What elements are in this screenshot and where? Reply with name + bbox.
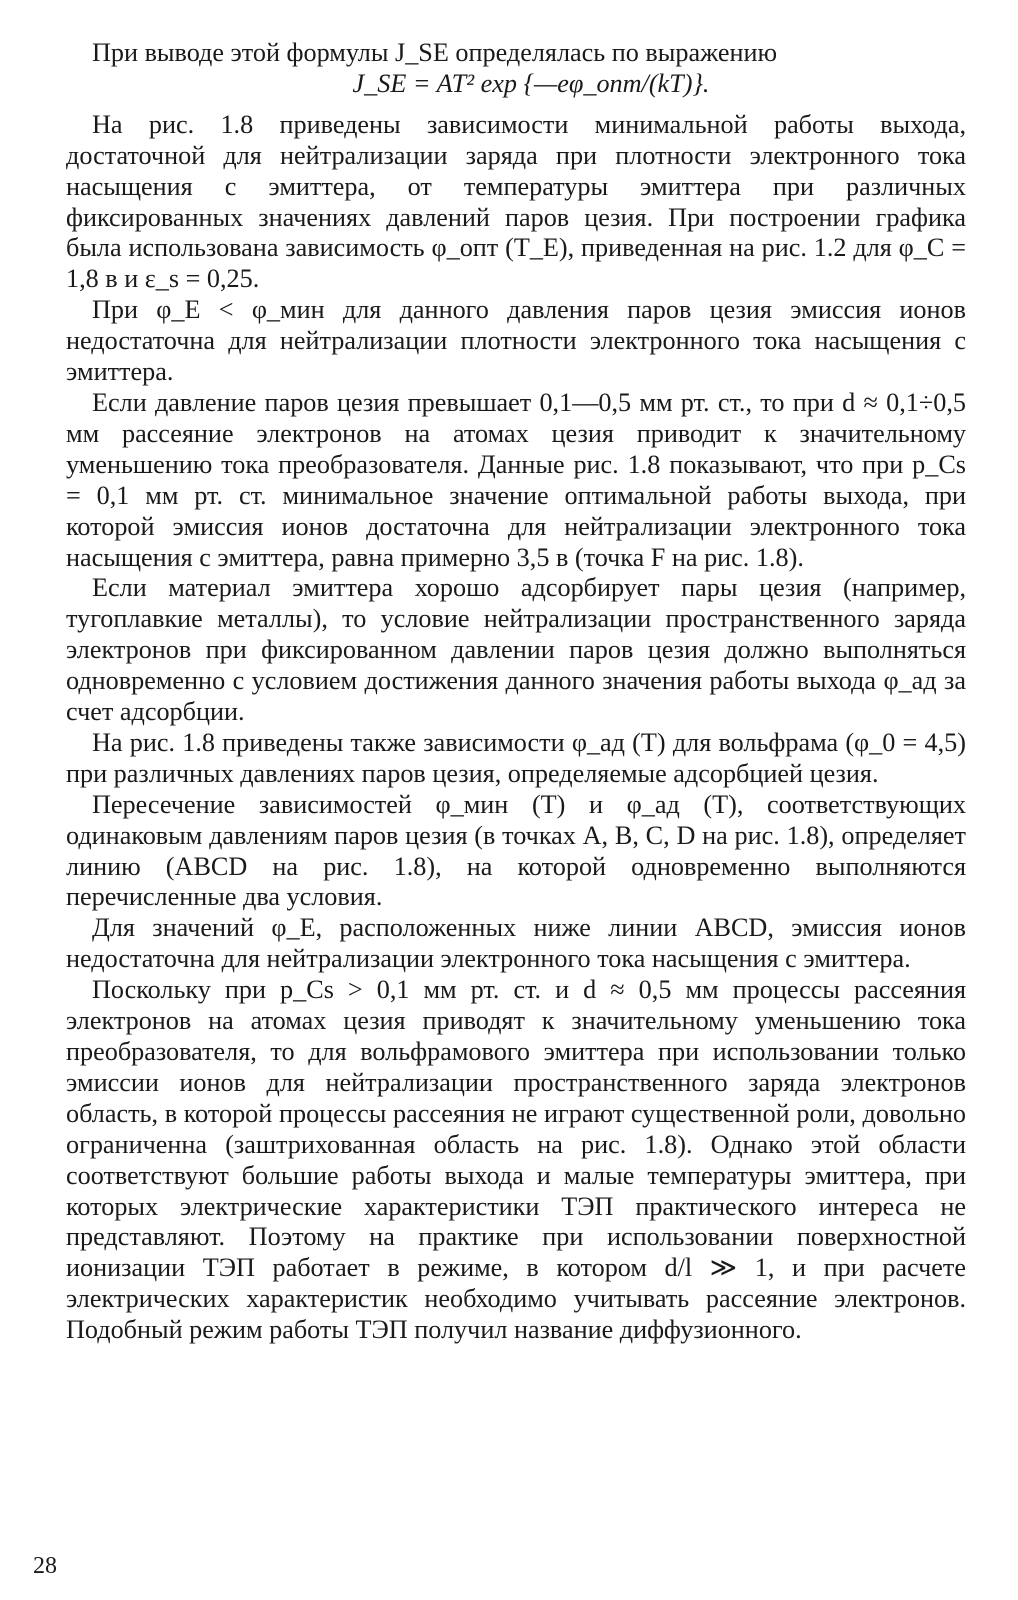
- paragraph: На рис. 1.8 приведены также зависимости φ_ад (T) для вольфрама (φ_0 = 4,5) при различных давлениях паров цезия, определяемые адсорбцией цезия.: [66, 727, 966, 788]
- page-number: 28: [33, 1553, 57, 1579]
- paragraph: При φ_E < φ_мин для данного давления паров цезия эмиссия ионов недостаточна для нейтрализации плотности электронного тока насыщения с эмиттера.: [66, 295, 966, 387]
- paragraph: Если давление паров цезия превышает 0,1—0,5 мм рт. ст., то при d ≈ 0,1÷0,5 мм рассеяние электронов на атомах цезия приводит к значительному уменьшению тока преобразователя. Данные рис. 1.8 показывают, что при p_Cs = 0,1 мм рт. ст. минимальное значение оптимальной работы выхода, при которой эмиссия ионов достаточна для нейтрализации электронного тока насыщения с эмиттера, равна примерно 3,5 в (точка F на рис. 1.8).: [66, 387, 966, 572]
- paragraph: Если материал эмиттера хорошо адсорбирует пары цезия (например, тугоплавкие металлы), то условие нейтрализации пространственного заряда электронов при фиксированном давлении паров цезия должно выполняться одновременно с условием достижения данного значения работы выхода φ_ад за счет адсорбции.: [66, 573, 966, 727]
- paragraph: Для значений φ_E, расположенных ниже линии ABCD, эмиссия ионов недостаточна для нейтрализации электронного тока насыщения с эмиттера.: [66, 913, 966, 974]
- formula-jse: J_SE = AT² exp {—eφ_опт/(kT)}.: [352, 68, 710, 98]
- paragraph: Поскольку при p_Cs > 0,1 мм рт. ст. и d ≈ 0,5 мм процессы рассеяния электронов на атомах цезия приводят к значительному уменьшению тока преобразователя, то для вольфрамового эмиттера при использовании только эмиссии ионов для нейтрализации пространственного заряда электронов область, в которой процессы рассеяния не играют существенной роли, довольно ограниченна (заштрихованная область на рис. 1.8). Однако этой области соответствуют большие работы выхода и малые температуры эмиттера, при которых электрические характеристики ТЭП практического интереса не представляют. Поэтому на практике при использовании поверхностной ионизации ТЭП работает в режиме, в котором d/l ≫ 1, и при расчете электрических характеристик необходимо учитывать рассеяние электронов. Подобный режим работы ТЭП получил название диффузионного.: [66, 975, 966, 1345]
- paragraph: На рис. 1.8 приведены зависимости минимальной работы выхода, достаточной для нейтрализации заряда при плотности электронного тока насыщения с эмиттера, от температуры эмиттера при различных фиксированных значениях давлений паров цезия. При построении графика была использована зависимость φ_опт (T_E), приведенная на рис. 1.2 для φ_C = 1,8 в и ε_s = 0,25.: [66, 109, 966, 294]
- paragraph-intro: При выводе этой формулы J_SE определялась по выражению: [92, 38, 778, 67]
- paragraph: Пересечение зависимостей φ_мин (T) и φ_ад (T), соответствующих одинаковым давлениям паров цезия (в точках A, B, C, D на рис. 1.8), определяет линию (ABCD на рис. 1.8), на которой одновременно выполняются перечисленные два условия.: [66, 789, 966, 912]
- body-text: [66, 38, 966, 1346]
